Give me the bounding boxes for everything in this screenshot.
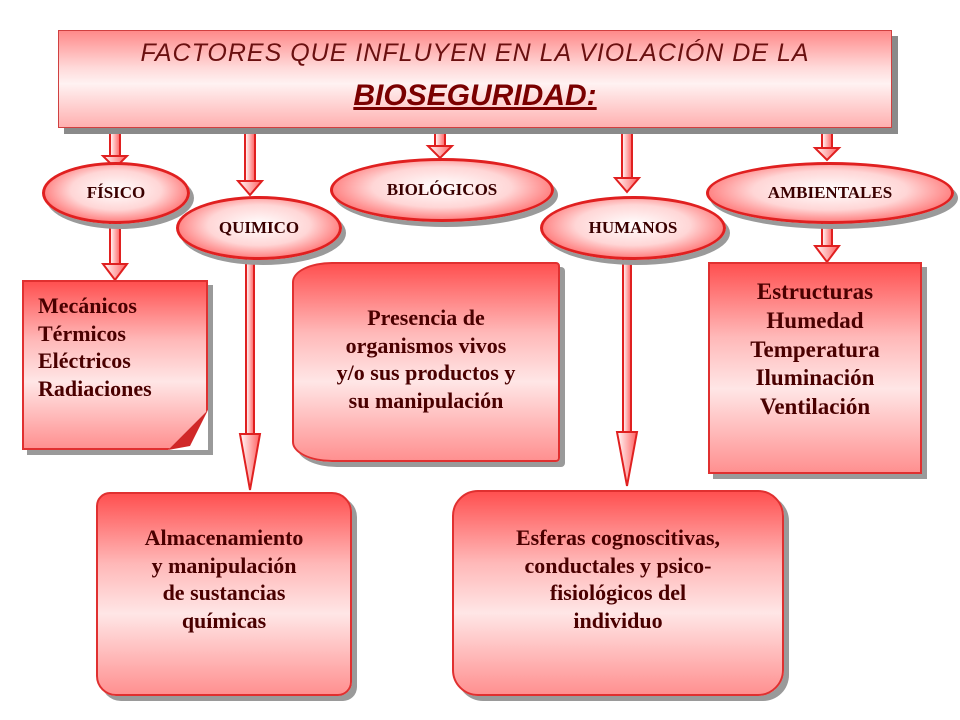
arrow-humanos-box [617,258,637,486]
humanos-details: Esferas cognoscitivas, conductales y psico- fisiológicos del individuo [515,525,721,633]
title-line-2: BIOSEGURIDAD: [353,79,597,112]
page-curl-icon [168,410,210,452]
oval-quimico: QUIMICO [176,196,342,260]
arrow-banner-biologicos [428,128,452,158]
oval-biologicos: BIOLÓGICOS [330,158,554,222]
arrow-fisico-box [103,222,127,280]
title-line-1: FACTORES QUE INFLUYEN EN LA VIOLACIÓN DE LA [140,39,810,67]
box-ambientales [708,262,922,474]
oval-ambientales: AMBIENTALES [706,162,954,224]
oval-humanos: HUMANOS [540,196,726,260]
arrow-quimico-box [240,256,260,490]
ambientales-details: Estructuras Humedad Temperatura Iluminación Ventilación [750,279,880,419]
fisico-details: Mecánicos Térmicos Eléctricos Radiaciones [38,293,152,401]
arrow-banner-ambientales [815,128,839,160]
title-banner [58,30,892,128]
box-quimico [96,492,352,696]
biologicos-details: Presencia de organismos vivos y/o sus productos y su manipulación [336,305,516,413]
arrow-banner-quimico [238,128,262,195]
quimico-details: Almacenamiento y manipulación de sustancias químicas [144,525,304,633]
box-humanos [452,490,784,696]
arrow-banner-humanos [615,128,639,192]
oval-fisico: FÍSICO [42,162,190,224]
arrow-ambientales-box [815,222,839,262]
box-biologicos [292,262,560,462]
